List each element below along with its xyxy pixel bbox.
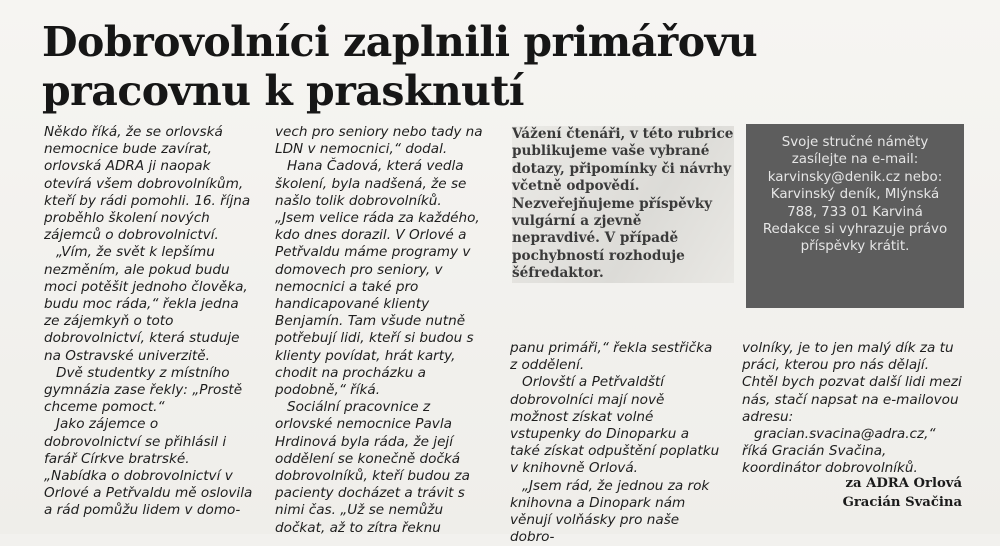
article-column-3 bbox=[510, 340, 720, 546]
editorial-notice: Vážení čtenáři, v této rubrice publikujeme vaše vybrané dotazy, připomínky či návrhy včetně odpovědí. Nezveřejňujeme příspěvky vulgární a zjevně nepravdivé. V případě pochybností rozhoduje šéfredaktor. bbox=[512, 126, 734, 282]
paragraph: panu primáři,“ řekla sestřička z oddělení. bbox=[510, 340, 713, 374]
paragraph: Někdo říká, že se orlovská nemocnice bude zavírat, orlovská ADRA ji naopak otevírá všem dobrovolníkům, kteří by rádi pomohli. 16. října proběhlo školení nových zájemců o dobrovolnictví. bbox=[44, 124, 251, 244]
article-column-1 bbox=[44, 124, 254, 520]
paragraph: Dvě studentky z místního gymnázia zase řekly: „Prostě chceme pomoct.“ bbox=[44, 364, 243, 416]
contact-disclaimer: Redakce si vyhrazuje právo příspěvky krátit. bbox=[762, 222, 948, 255]
paragraph: vech pro seniory nebo tady na LDN v nemocnici,“ dodal. bbox=[275, 124, 483, 158]
paragraph: „Vím, že svět k lepšímu nezměním, ale pokud budu moci potěšit jednoho člověka, budu moc ráda,“ řekla jedna ze zájemkyň o toto dobrovolnictví, která studuje na Ostravské univerzitě. bbox=[44, 244, 248, 364]
paragraph: Sociální pracovnice z orlovské nemocnice Pavla Hrdinová byla ráda, že její oddělení se konečně dočká dobrovolníků, kteří budou za pacienty docházet a trávit s nimi čas. „Už se nemůžu dočkat, až to zítra řeknu bbox=[275, 399, 470, 536]
signature-line-1: za ADRA Orlová bbox=[845, 476, 962, 491]
article-column-4 bbox=[742, 340, 964, 478]
paragraph: Orlovští a Petřvaldští dobrovolníci mají nově možnost získat volné vstupenky do Dinoparku a také získat odpuštění poplatku v knihovně Orlová. bbox=[510, 374, 720, 477]
paragraph: Jako zájemce o dobrovolnictví se přihlásil i farář Církve bratrské. „Nabídka o dobrovolnictví v Orlové a Petřvaldu mě oslovila a rád pomůžu lidem v domo- bbox=[44, 416, 253, 519]
headline bbox=[42, 18, 802, 116]
paragraph: gracian.svacina@adra.cz,“ říká Gracián Svačina, koordinátor dobrovolníků. bbox=[742, 426, 936, 477]
article-column-2 bbox=[275, 124, 483, 537]
paragraph: Hana Čadová, která vedla školení, byla nadšená, že se našlo tolik dobrovolníků. „Jsem velice ráda za každého, kdo dnes dorazil. V Orlové a Petřvaldu máme programy v domovech pro seniory, v nemocnici a také pro handicapované klienty Benjamín. Tam všude nutně potřebují lidi, kteří si budou s klienty povídat, hrát karty, chodit na procházku a podobně,“ říká. bbox=[275, 158, 480, 399]
contact-box bbox=[746, 124, 964, 308]
author-signature bbox=[830, 474, 962, 512]
headline-line-2: pracovnu k prasknutí bbox=[42, 67, 524, 115]
headline-line-1: Dobrovolníci zaplnili primářovu bbox=[42, 18, 758, 66]
signature-line-2: Gracián Svačina bbox=[842, 495, 962, 510]
paragraph: „Jsem rád, že jednou za rok knihovna a Dinopark nám věnují volňásky pro naše dobro- bbox=[510, 477, 710, 546]
contact-info: Svoje stručné náměty zasílejte na e-mail: karvinsky@denik.cz nebo: Karvinský deník, Mlýnská 788, 733 01 Karviná bbox=[767, 135, 943, 220]
paragraph: volníky, je to jen malý dík za tu práci, kterou pro nás dělají. Chtěl bych pozvat další lidi mezi nás, stačí napsat na e-mailovou adresu: bbox=[742, 340, 962, 425]
